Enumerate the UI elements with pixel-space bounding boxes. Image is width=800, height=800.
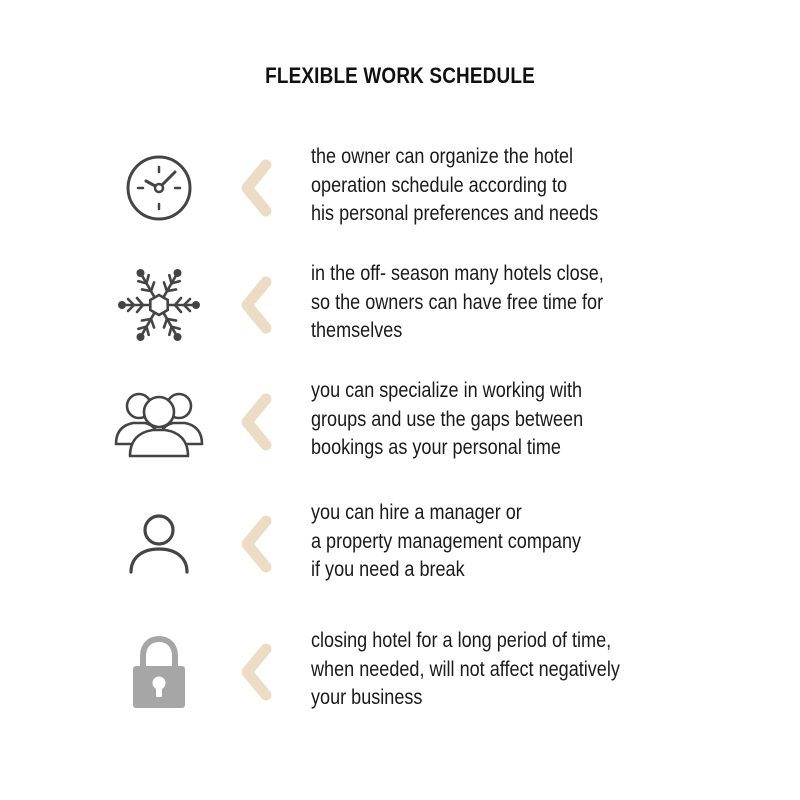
snowflake-icon — [113, 260, 205, 350]
chevron-left-icon — [232, 377, 278, 467]
list-item — [0, 499, 800, 589]
item-text: the owner can organize the hotel operation schedule according to his personal preferences and needs — [311, 145, 599, 225]
list-item — [0, 377, 800, 467]
person-icon — [113, 499, 205, 589]
padlock-icon — [113, 627, 205, 717]
page-title: FLEXIBLE WORK SCHEDULE — [265, 63, 535, 88]
clock-icon — [113, 143, 205, 233]
chevron-left-icon — [232, 499, 278, 589]
chevron-left-icon — [232, 143, 278, 233]
list-item — [0, 260, 800, 350]
item-text: in the off- season many hotels close, so the owners can have free time for themselves — [311, 262, 604, 342]
list-item — [0, 143, 800, 233]
group-icon — [113, 377, 205, 467]
chevron-left-icon — [232, 260, 278, 350]
chevron-left-icon — [232, 627, 278, 717]
item-text: closing hotel for a long period of time, when needed, will not affect negatively your business — [311, 629, 620, 709]
list-item — [0, 627, 800, 717]
item-text: you can specialize in working with groups and use the gaps between bookings as your personal time — [311, 379, 584, 459]
item-text: you can hire a manager or a property management company if you need a break — [311, 501, 582, 581]
